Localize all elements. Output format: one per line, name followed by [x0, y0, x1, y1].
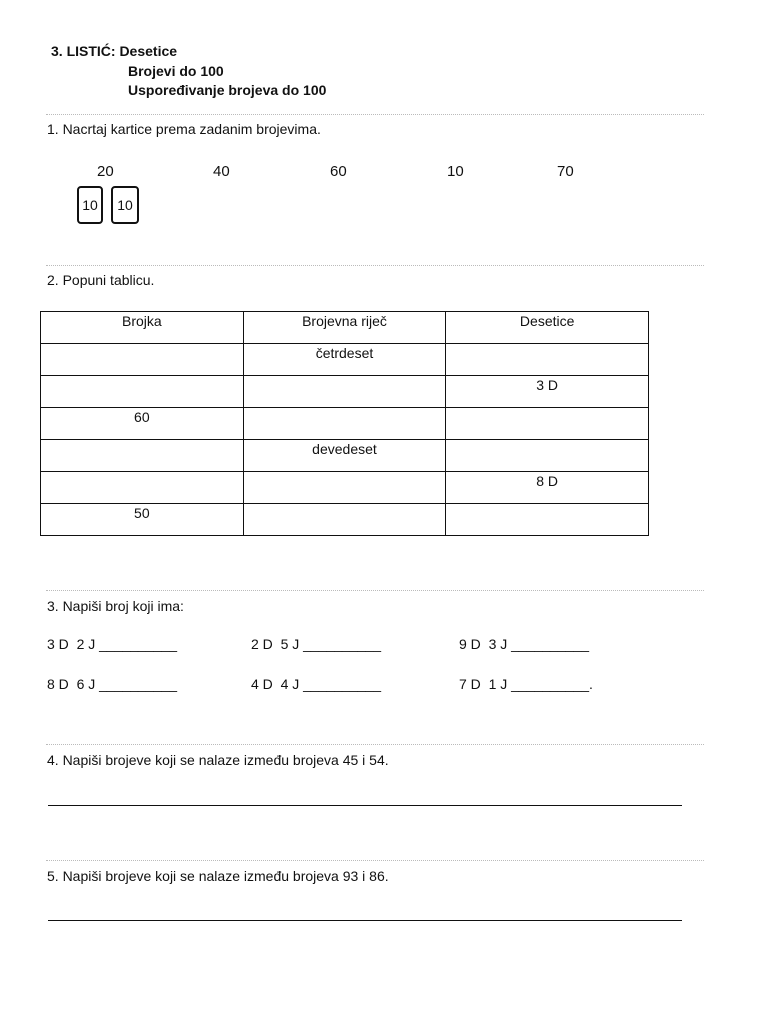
table-cell[interactable] — [243, 376, 446, 408]
table-cell[interactable] — [446, 344, 649, 376]
table-cell[interactable] — [446, 408, 649, 440]
table-row — [41, 472, 649, 504]
table-cell[interactable]: devedeset — [243, 440, 446, 472]
table-cell[interactable]: 8 D — [446, 472, 649, 504]
worksheet-subtitle-2: Uspoređivanje brojeva do 100 — [128, 82, 327, 98]
fill-in-item[interactable]: 2 D 5 J __________ — [251, 636, 381, 652]
tens-card: 10 — [111, 186, 139, 224]
table-row — [41, 440, 649, 472]
task5-instruction: 5. Napiši brojeve koji se nalaze između brojeva 93 i 86. — [47, 868, 389, 884]
table-cell[interactable] — [243, 472, 446, 504]
fill-in-item[interactable]: 4 D 4 J __________ — [251, 676, 381, 692]
separator — [46, 744, 704, 745]
fill-in-item[interactable]: 7 D 1 J __________. — [459, 676, 593, 692]
table-cell[interactable]: 50 — [41, 504, 244, 536]
task3-instruction: 3. Napiši broj koji ima: — [47, 598, 184, 614]
task1-instruction: 1. Nacrtaj kartice prema zadanim brojevima. — [47, 121, 321, 137]
separator — [46, 860, 704, 861]
table-cell[interactable]: četrdeset — [243, 344, 446, 376]
fill-in-item[interactable]: 8 D 6 J __________ — [47, 676, 177, 692]
worksheet-title: 3. LISTIĆ: Desetice — [51, 43, 178, 59]
separator — [46, 114, 704, 115]
table-cell[interactable] — [446, 440, 649, 472]
task1-number: 40 — [213, 163, 230, 180]
worksheet-subtitle-1: Brojevi do 100 — [128, 63, 224, 79]
table-cell[interactable] — [41, 472, 244, 504]
task1-number: 10 — [447, 163, 464, 180]
tens-card: 10 — [77, 186, 103, 224]
table-row — [41, 408, 649, 440]
separator — [46, 590, 704, 591]
table-cell[interactable] — [243, 504, 446, 536]
number-table — [40, 311, 649, 536]
table-cell[interactable] — [41, 440, 244, 472]
table-cell[interactable]: 60 — [41, 408, 244, 440]
table-cell[interactable] — [41, 344, 244, 376]
table-row — [41, 376, 649, 408]
task1-number: 60 — [330, 163, 347, 180]
table-cell[interactable] — [446, 504, 649, 536]
task4-instruction: 4. Napiši brojeve koji se nalaze između brojeva 45 i 54. — [47, 752, 389, 768]
task1-number: 70 — [557, 163, 574, 180]
fill-in-item[interactable]: 9 D 3 J __________ — [459, 636, 589, 652]
fill-in-item[interactable]: 3 D 2 J __________ — [47, 636, 177, 652]
answer-line[interactable] — [48, 920, 682, 921]
table-header-row — [41, 312, 649, 344]
table-row — [41, 504, 649, 536]
task2-instruction: 2. Popuni tablicu. — [47, 272, 155, 288]
task1-number: 20 — [97, 163, 114, 180]
table-cell[interactable] — [243, 408, 446, 440]
table-header-cell: Brojevna riječ — [243, 312, 446, 344]
table-header-cell: Brojka — [41, 312, 244, 344]
table-header-cell: Desetice — [446, 312, 649, 344]
table-cell[interactable] — [41, 376, 244, 408]
table-row — [41, 344, 649, 376]
answer-line[interactable] — [48, 805, 682, 806]
separator — [46, 265, 704, 266]
table-cell[interactable]: 3 D — [446, 376, 649, 408]
